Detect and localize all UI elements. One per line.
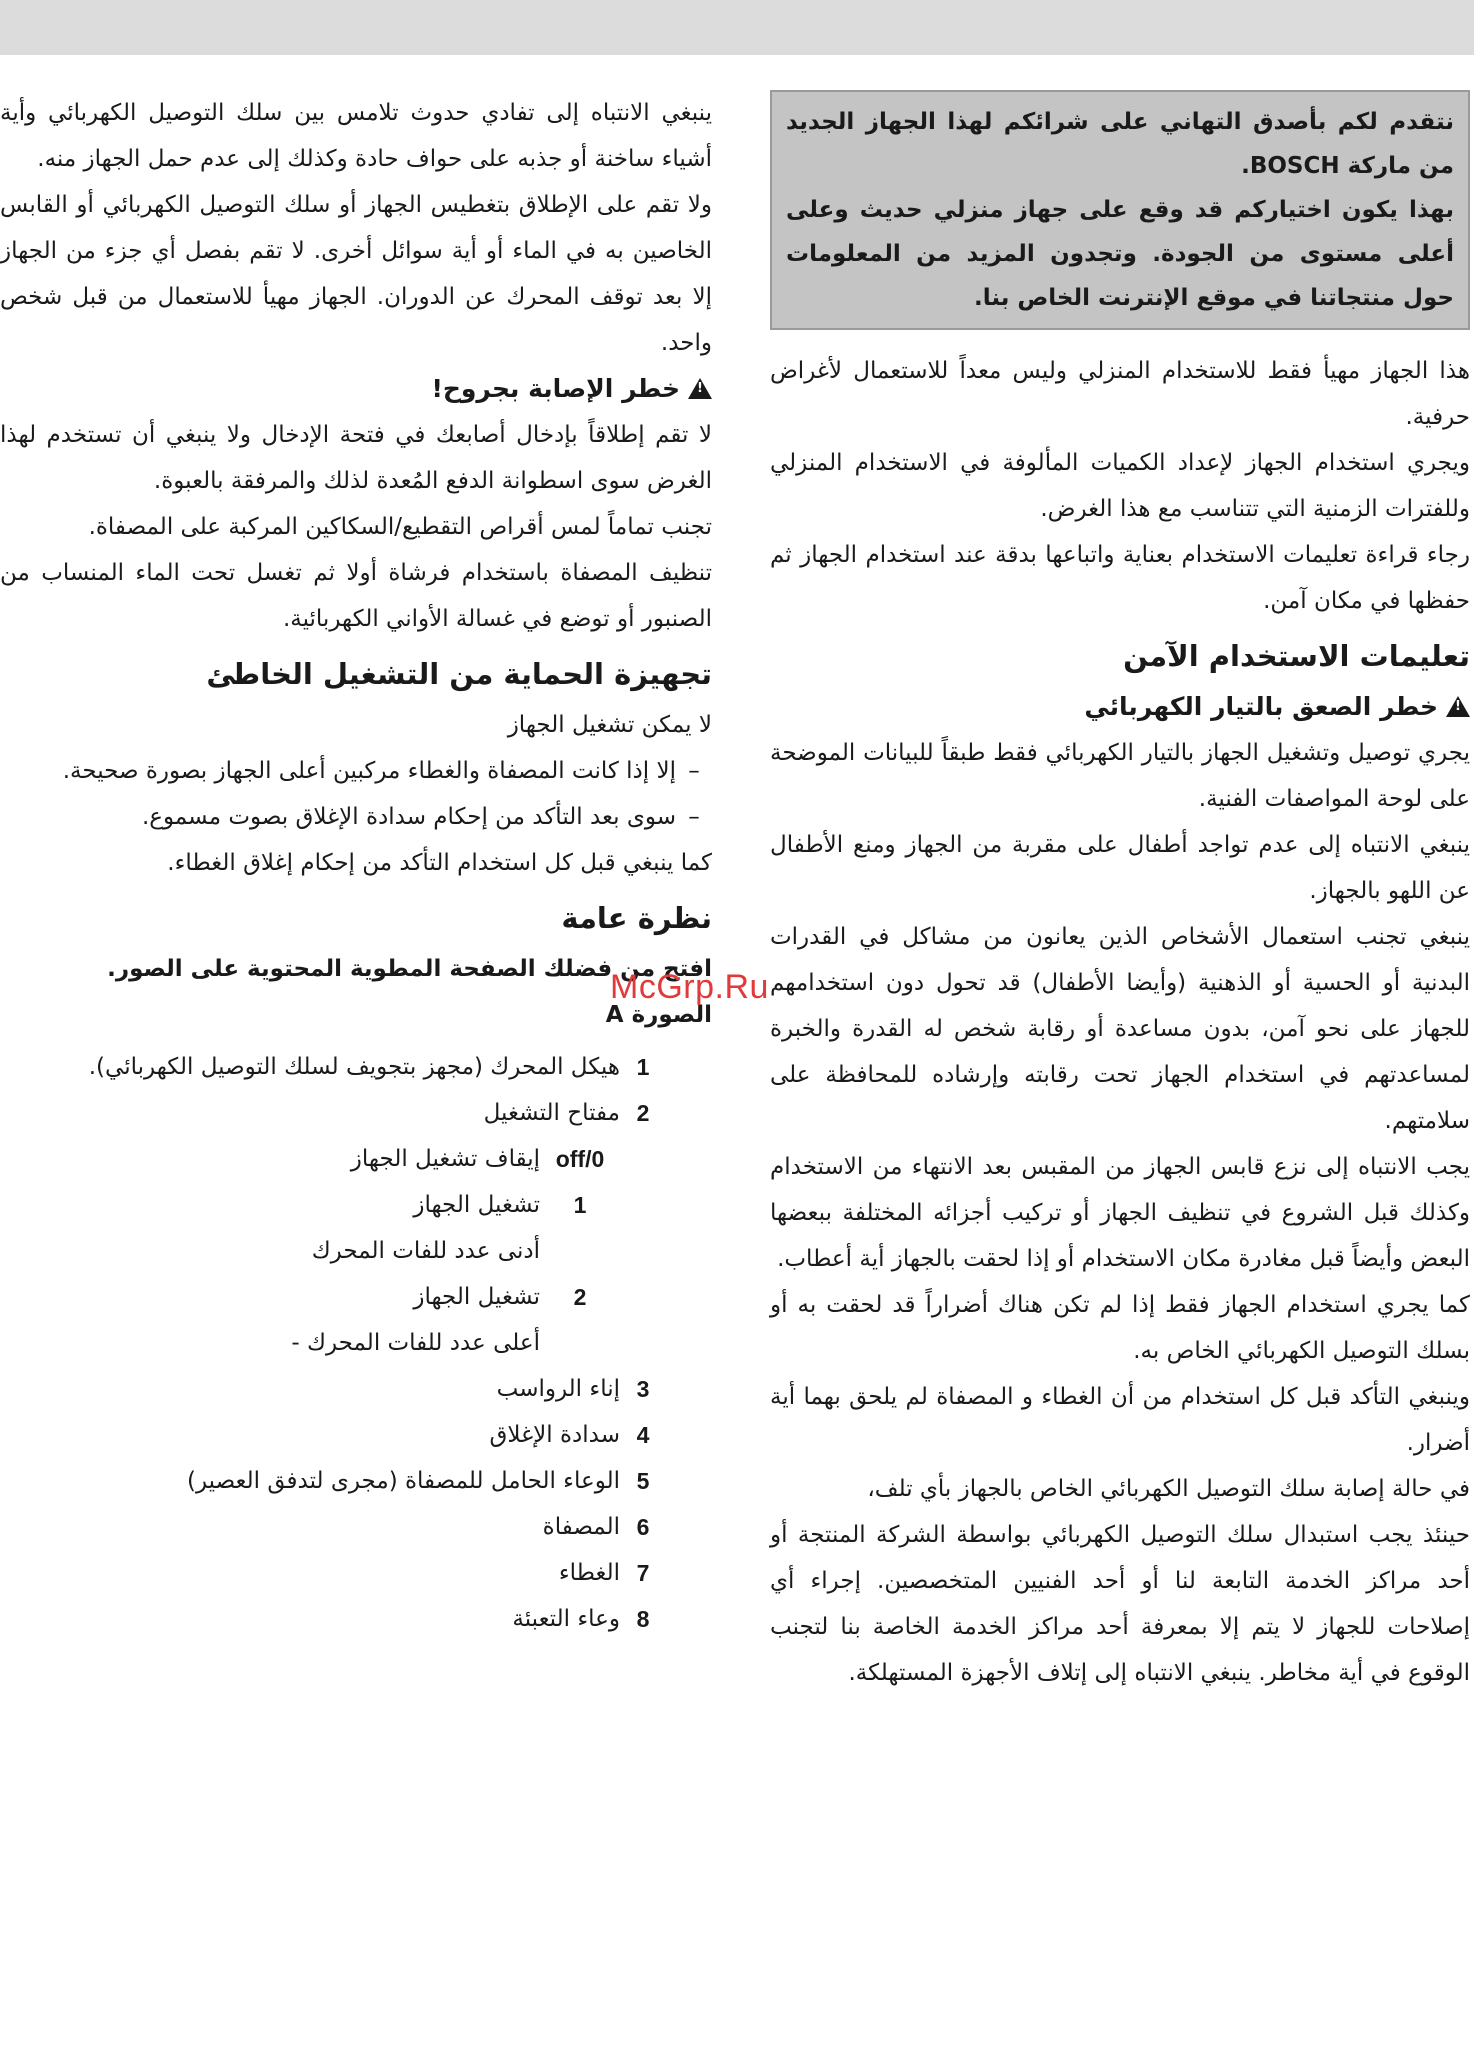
item-number: 8 — [636, 1606, 650, 1632]
shock-para-8: حينئذ يجب استبدال سلك التوصيل الكهربائي بواسطة الشركة المنتجة أو أحد مراكز الخدمة التابعة لنا أو أحد الفنيين المتخصصين. إجراء أي إصلاحات للجهاز لا يتم إلا بمعرفة أحد مراكز الخدمة الخاصة بنا لتجنب الوقوع في أية مخاطر. ينبغي الانتباه إلى إتلاف الأجهزة المستهلكة. — [770, 1522, 1470, 1686]
switch-key: off/0 — [555, 1146, 605, 1172]
switch-key: 1 — [573, 1192, 587, 1218]
switch-row — [0, 1274, 666, 1320]
list-item — [0, 1044, 666, 1090]
intro-para-1: هذا الجهاز مهيأ فقط للاستخدام المنزلي وليس معداً للاستعمال لأغراض حرفية. — [770, 358, 1470, 430]
shock-para-6: وينبغي التأكد قبل كل استخدام من أن الغطاء و المصفاة لم يلحق بهما أية أضرار. — [770, 1384, 1470, 1456]
intro-para-3: رجاء قراءة تعليمات الاستخدام بعناية واتباعها بدقة عند استخدام الجهاز ثم حفظها في مكان آمن. — [770, 542, 1470, 614]
protection-intro: لا يمكن تشغيل الجهاز — [507, 712, 712, 738]
item-text: هيكل المحرك (مجهز بتجويف لسلك التوصيل الكهربائي). — [88, 1054, 620, 1080]
list-item — [0, 1090, 666, 1136]
item-text: سدادة الإغلاق — [489, 1422, 620, 1448]
switch-text: أدنى عدد للفات المحرك — [311, 1238, 540, 1264]
dash-bullet: – — [688, 804, 700, 830]
item-number: 6 — [636, 1514, 650, 1540]
item-number: 4 — [636, 1422, 650, 1448]
list-item — [0, 1412, 666, 1458]
injury-para-2: تجنب تماماً لمس أقراص التقطيع/السكاكين المركبة على المصفاة. — [88, 514, 712, 540]
switch-key — [540, 1320, 620, 1366]
warning-triangle-icon — [1446, 696, 1470, 717]
item-number: 3 — [636, 1376, 650, 1402]
item-text: مفتاح التشغيل — [483, 1100, 620, 1126]
dash-bullet: – — [688, 758, 700, 784]
shock-heading: خطر الصعق بالتيار الكهربائي — [1084, 692, 1438, 721]
item-number: 7 — [636, 1560, 650, 1586]
left-column — [0, 90, 712, 1642]
shock-para-1: يجري توصيل وتشغيل الجهاز بالتيار الكهربائي فقط طبقاً للبيانات الموضحة على لوحة المواصفات الفنية. — [770, 740, 1470, 812]
congrats-line-1: نتقدم لكم بأصدق التهاني على شرائكم لهذا الجهاز الجديد من ماركة BOSCH. — [786, 109, 1454, 179]
injury-para-3: تنظيف المصفاة باستخدام فرشاة أولا ثم تغسل تحت الماء المنساب من الصنبور أو توضع في غسالة الأواني الكهربائية. — [0, 560, 712, 632]
watermark: McGrp.Ru — [610, 968, 769, 1006]
protection-item-text: سوى بعد التأكد من إحكام سدادة الإغلاق بصوت مسموع. — [141, 804, 676, 830]
switch-text: تشغيل الجهاز — [413, 1284, 540, 1310]
shock-para-5: كما يجري استخدام الجهاز فقط إذا لم تكن هناك أضراراً قد لحقت به أو بسلك التوصيل الكهربائي الخاص به. — [770, 1292, 1470, 1364]
item-text: الغطاء — [558, 1560, 620, 1586]
cable-para-1: ينبغي الانتباه إلى تفادي حدوث تلامس بين سلك التوصيل الكهربائي وأية أشياء ساخنة أو جذبه على حواف حادة وكذلك إلى عدم حمل الجهاز منه. — [0, 100, 712, 172]
safety-heading: تعليمات الاستخدام الآمن — [1123, 639, 1470, 673]
protection-outro: كما ينبغي قبل كل استخدام التأكد من إحكام إغلاق الغطاء. — [167, 850, 712, 876]
switch-text: أعلى عدد للفات المحرك - — [291, 1330, 540, 1356]
list-item — [0, 1504, 666, 1550]
shock-para-3: ينبغي تجنب استعمال الأشخاص الذين يعانون من مشاكل في القدرات البدنية أو الحسية أو الذهنية (وأيضا الأطفال) قد تحول دون استخدامهم للجهاز على نحو آمن، بدون مساعدة أو رقابة شخص له القدرة والخبرة لمساعدتهم في استخدام الجهاز تحت رقابته وإرشاده للمحافظة على سلامتهم. — [770, 924, 1470, 1134]
parts-list — [0, 1044, 712, 1642]
item-text: المصفاة — [542, 1514, 620, 1540]
list-item — [0, 1550, 666, 1596]
top-grey-band — [0, 0, 1474, 55]
list-item — [0, 1458, 666, 1504]
item-text: الوعاء الحامل للمصفاة (مجرى لتدفق العصير) — [186, 1468, 620, 1494]
switch-row — [0, 1136, 666, 1182]
warning-triangle-icon — [688, 378, 712, 399]
congratulations-box — [770, 90, 1470, 330]
injury-heading: خطر الإصابة بجروح! — [431, 374, 680, 403]
item-text: وعاء التعبئة — [512, 1606, 620, 1632]
overview-instruction: افتح من فضلك الصفحة المطوية المحتوية على الصور. — [107, 956, 712, 982]
list-item — [0, 1366, 666, 1412]
injury-para-1: لا تقم إطلاقاً بإدخال أصابعك في فتحة الإدخال ولا ينبغي أن تستخدم لهذا الغرض سوى اسطوانة الدفع المُعدة لذلك والمرفقة بالعبوة. — [0, 422, 712, 494]
shock-para-7: في حالة إصابة سلك التوصيل الكهربائي الخاص بالجهاز بأي تلف، — [867, 1476, 1470, 1502]
cable-para-2: ولا تقم على الإطلاق بتغطيس الجهاز أو سلك التوصيل الكهربائي أو القابس الخاصين به في الماء أو أية سوائل أخرى. لا تقم بفصل أي جزء من الجهاز إلا بعد توقف المحرك عن الدوران. الجهاز مهيأ للاستعمال من قبل شخص واحد. — [0, 192, 712, 356]
list-item — [0, 1596, 666, 1642]
item-number: 2 — [636, 1100, 650, 1126]
figure-label: الصورة A — [605, 1002, 712, 1028]
item-number: 1 — [636, 1054, 650, 1080]
protection-item-2 — [0, 794, 712, 840]
item-text: إناء الرواسب — [496, 1376, 620, 1402]
switch-row — [0, 1228, 666, 1274]
injury-heading-row — [0, 366, 712, 412]
switch-key — [540, 1228, 620, 1274]
item-number: 5 — [636, 1468, 650, 1494]
shock-heading-row — [770, 684, 1470, 730]
right-column — [770, 90, 1470, 1696]
congrats-line-2: بهذا يكون اختياركم قد وقع على جهاز منزلي حديث وعلى أعلى مستوى من الجودة. وتجدون المزيد من المعلومات حول منتجاتنا في موقع الإنترنت الخاص بنا. — [786, 197, 1454, 311]
switch-text: إيقاف تشغيل الجهاز — [350, 1146, 540, 1172]
protection-heading: تجهيزة الحماية من التشغيل الخاطئ — [206, 657, 712, 691]
switch-key: 2 — [573, 1284, 587, 1310]
intro-para-2: ويجري استخدام الجهاز لإعداد الكميات المألوفة في الاستخدام المنزلي وللفترات الزمنية التي تتناسب مع هذا الغرض. — [770, 450, 1470, 522]
switch-row — [0, 1320, 666, 1366]
switch-row — [0, 1182, 666, 1228]
switch-text: تشغيل الجهاز — [413, 1192, 540, 1218]
shock-para-4: يجب الانتباه إلى نزع قابس الجهاز من المقبس بعد الانتهاء من الاستخدام وكذلك قبل الشروع في تنظيف الجهاز أو تركيب أجزائه المختلفة ببعضها البعض وأيضاً قبل مغادرة مكان الاستخدام أو إذا لحقت بالجهاز أية أعطاب. — [770, 1154, 1470, 1272]
protection-item-1 — [0, 748, 712, 794]
shock-para-2: ينبغي الانتباه إلى عدم تواجد أطفال على مقربة من الجهاز ومنع الأطفال عن اللهو بالجهاز. — [770, 832, 1470, 904]
overview-heading: نظرة عامة — [561, 901, 712, 935]
protection-item-text: إلا إذا كانت المصفاة والغطاء مركبين أعلى الجهاز بصورة صحيحة. — [62, 758, 676, 784]
